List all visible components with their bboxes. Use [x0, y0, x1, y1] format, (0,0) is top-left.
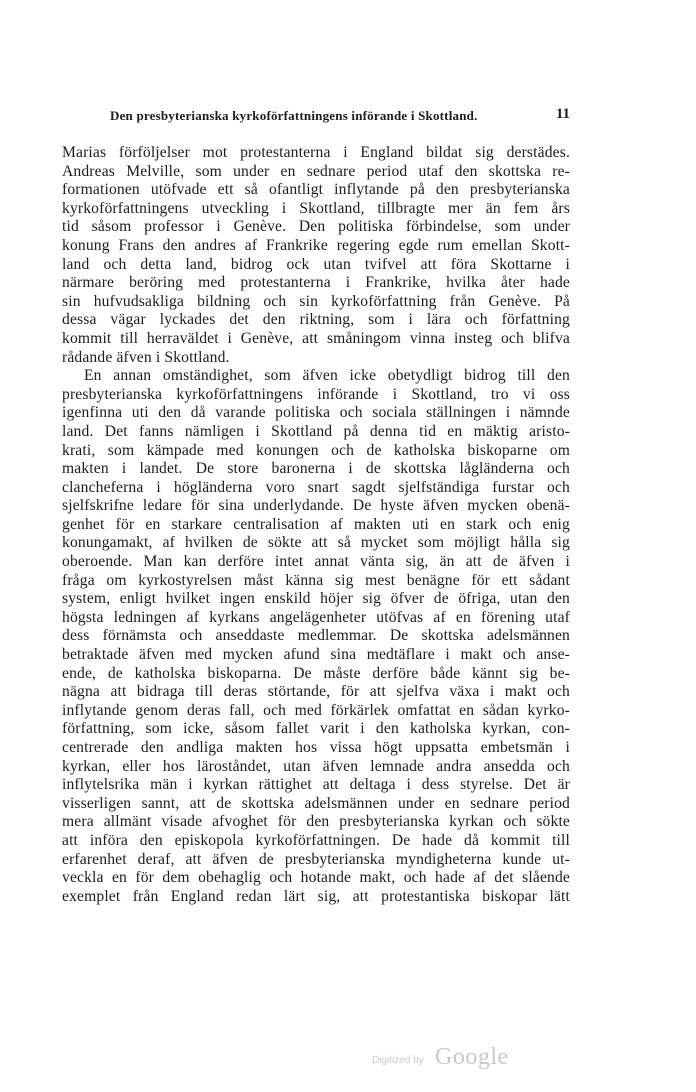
text-line: erfarenhet deraf, att äfven de presbyterianska myndigheterna kunde ut- — [62, 850, 570, 868]
running-header — [110, 108, 570, 128]
page-number: 11 — [555, 106, 570, 122]
text-line: centrerade den andliga makten hos vissa högt uppsatta embetsmän i — [62, 739, 570, 756]
text-line: dessa vägar lyckades det den riktning, som i lära och författning — [62, 311, 570, 329]
text-line: land. Det fanns nämligen i Skottland på denna tid en mäktig aristo- — [62, 422, 570, 440]
text-line: konung Frans den andres af Frankrike regering egde rum emellan Skott- — [62, 236, 570, 254]
text-line: land och detta land, bidrog ock utan tvifvel att föra Skottarne i — [62, 255, 570, 273]
text-line: ende, de katholska biskoparna. De måste derföre både kännt sig be- — [62, 664, 570, 682]
text-line: system, enligt hvilket ingen enskild höjer sig öfver de öfriga, utan den — [62, 590, 570, 608]
text-line: kommit till herraväldet i Genève, att småningom vinna insteg och blifva — [62, 329, 570, 347]
paragraph-last-line: rådande äfven i Skottland. — [62, 348, 230, 366]
text-line: krati, som kämpade med konungen och de katholska biskoparne om — [62, 441, 570, 459]
text-line: presbyterianska kyrkoförfattningens införande i Skottland, tro vi oss — [62, 385, 570, 403]
running-title: Den presbyterianska kyrkoförfattningens införande i Skottland. — [110, 108, 478, 123]
text-line: sjelfskrifne ledare för sina underlydande. De hyste äfven mycken obenä- — [62, 497, 570, 515]
text-line: visserligen sannt, att de skottska adelsmännen under en sednare period — [62, 794, 570, 812]
text-line: kyrkoförfattningens utveckling i Skottland, tillbragte mer än fem års — [62, 199, 570, 217]
text-line: kyrkan, eller hos läroståndet, utan äfven lemnade andra ansedda och — [62, 757, 570, 775]
text-line: nägna att bidraga till deras störtande, för att sjelfva växa i makt och — [62, 683, 570, 701]
text-line: dess förnämsta och anseddaste medlemmar. De skottska adelsmännen — [62, 627, 570, 645]
text-line: mera allmänt visade afvoghet för den presbyterianska kyrkan och sökte — [62, 813, 570, 831]
paragraph-first-line: En annan omständighet, som äfven icke obetydligt bidrog till den — [84, 367, 570, 385]
text-line: konungamakt, af hvilken de sökte att så mycket som möjligt hålla sig — [62, 534, 570, 552]
text-line: närmare beröring med protestanterna i Frankrike, hvilka åter hade — [62, 274, 570, 292]
text-line: sin hufvudsakliga bildning och sin kyrkoförfattning från Genève. På — [62, 292, 570, 310]
text-line: Marias förföljelser mot protestanterna i England bildat sig derstädes. — [62, 144, 570, 161]
text-line: makten i landet. De store baronerna i de skottska lågländerna och — [62, 460, 570, 478]
text-line: författning, som icke, såsom fallet varit i den katholska kyrkan, con- — [62, 720, 570, 738]
google-logo: Google — [435, 1044, 509, 1070]
digitized-watermark — [372, 1044, 522, 1074]
text-line: högsta ledningen af kyrkans angelägenheter utöfvas af en förening utaf — [62, 608, 570, 626]
text-line: inflytelsrika män i kyrkan rättighet att deltaga i dess styrelse. Det är — [62, 776, 570, 794]
text-line: fråga om kyrkostyrelsen måst känna sig mest benägne för ett sådant — [62, 571, 570, 589]
text-line: oberoende. Man kan derföre intet annat vänta sig, än att de äfven i — [62, 553, 570, 571]
digitized-label: Digitized by — [372, 1055, 424, 1066]
text-line: Andreas Melville, som under en sednare period utaf den skottska re- — [62, 162, 570, 180]
text-line: att införa den episkopola kyrkoförfattningen. De hade då kommit till — [62, 831, 570, 849]
text-line: inflytande genom deras fall, och med förkärlek omfattat en sådan kyrko- — [62, 701, 570, 719]
body-text — [62, 144, 570, 906]
text-line: clancheferna i högländerna voro snart sagdt sjelfständiga furstar och — [62, 478, 570, 496]
text-line: igenfinna uti den då varande politiska och sociala ställningen i nämnde — [62, 404, 570, 422]
text-line: betraktade äfven med mycken afund sina medtäflare i makt och anse- — [62, 646, 570, 664]
text-line: formationen utöfvade ett så ofantligt inflytande på den presbyterianska — [62, 181, 570, 199]
text-line: veckla en för dem obehaglig och hotande makt, och hade af det slående — [62, 869, 570, 887]
text-line: genhet för en starkare centralisation af makten uti en stark och enig — [62, 515, 570, 533]
text-line: tid såsom professor i Genève. Den politiska förbindelse, som under — [62, 218, 570, 236]
text-line: exemplet från England redan lärt sig, att protestantiska biskopar lätt — [62, 887, 570, 905]
